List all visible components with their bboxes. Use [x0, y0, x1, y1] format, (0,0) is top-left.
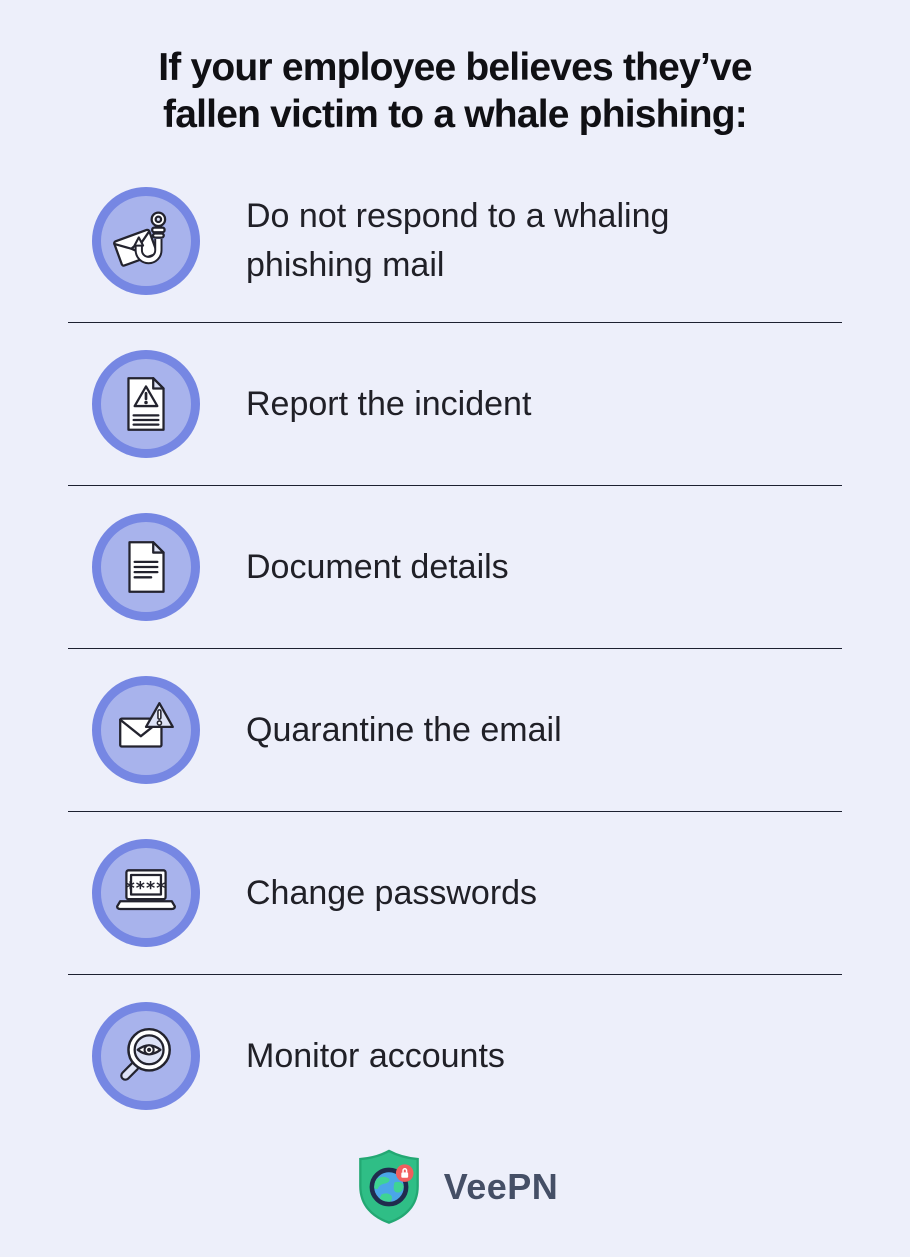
step-label: Change passwords	[246, 873, 538, 912]
step-label: Monitor accounts	[246, 1036, 505, 1075]
step-label: Quarantine the email	[246, 710, 562, 749]
veepn-shield-logo-icon	[352, 1148, 426, 1226]
brand-name: VeePN	[443, 1166, 559, 1208]
page-title-line2: fallen victim to a whale phishing:	[163, 93, 747, 137]
phishing-hook-envelope-icon	[92, 187, 200, 295]
list-item	[0, 649, 910, 811]
step-label: Document details	[246, 547, 509, 586]
page-title-line1: If your employee believes they’ve	[158, 46, 752, 89]
list-item	[0, 160, 910, 322]
password-asterisks-text: ****	[125, 879, 167, 900]
page-title	[0, 0, 910, 138]
step-label: Do not respond to a whaling phishing mail	[246, 197, 670, 285]
quarantine-envelope-warning-icon	[92, 676, 200, 784]
footer	[0, 1148, 910, 1226]
list-item	[0, 975, 910, 1137]
steps-list	[0, 160, 910, 1137]
list-item	[0, 486, 910, 648]
list-item	[0, 812, 910, 974]
list-item	[0, 323, 910, 485]
report-document-warning-icon	[92, 350, 200, 458]
laptop-password-icon	[92, 839, 200, 947]
step-label: Report the incident	[246, 384, 532, 423]
document-details-icon	[92, 513, 200, 621]
monitor-magnifier-eye-icon	[92, 1002, 200, 1110]
